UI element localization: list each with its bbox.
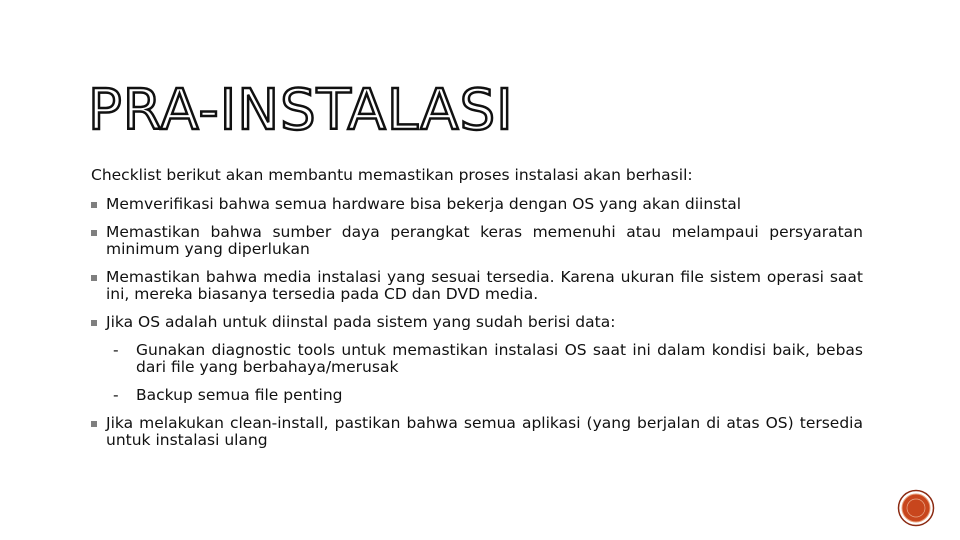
sub-list-item <box>91 342 863 376</box>
list-item-text: Jika OS adalah untuk diinstal pada sistem yang sudah berisi data: <box>106 313 616 331</box>
dash-marker: - <box>113 386 119 404</box>
sub-list-item-text: Backup semua file penting <box>136 386 343 404</box>
list-item-text: Memastikan bahwa media instalasi yang sesuai tersedia. Karena ukuran file sistem operasi saat ini, mereka biasanya tersedia pada CD dan DVD media. <box>106 268 863 303</box>
square-bullet-icon <box>91 202 97 208</box>
circular-logo-icon <box>897 489 935 527</box>
square-bullet-icon <box>91 421 97 427</box>
intro-text: Checklist berikut akan membantu memastikan proses instalasi akan berhasil: <box>91 166 693 184</box>
list-item <box>91 269 863 303</box>
slide-title: PRA-INSTALASI <box>88 78 514 143</box>
list-item <box>91 224 863 258</box>
list-item <box>91 196 863 213</box>
list-item-text: Memverifikasi bahwa semua hardware bisa bekerja dengan OS yang akan diinstal <box>106 195 742 213</box>
square-bullet-icon <box>91 230 97 236</box>
square-bullet-icon <box>91 320 97 326</box>
sub-list-item-text: Gunakan diagnostic tools untuk memastikan instalasi OS saat ini dalam kondisi baik, bebas dari file yang berbahaya/merusak <box>136 341 863 376</box>
list-item-text: Jika melakukan clean-install, pastikan bahwa semua aplikasi (yang berjalan di atas OS) tersedia untuk instalasi ulang <box>106 414 863 449</box>
list-item <box>91 415 863 449</box>
sub-list-item <box>91 387 863 404</box>
list-item <box>91 314 863 331</box>
slide-body <box>91 167 863 460</box>
square-bullet-icon <box>91 275 97 281</box>
list-item-text: Memastikan bahwa sumber daya perangkat keras memenuhi atau melampaui persyaratan minimum yang diperlukan <box>106 223 863 258</box>
dash-marker: - <box>113 341 119 359</box>
